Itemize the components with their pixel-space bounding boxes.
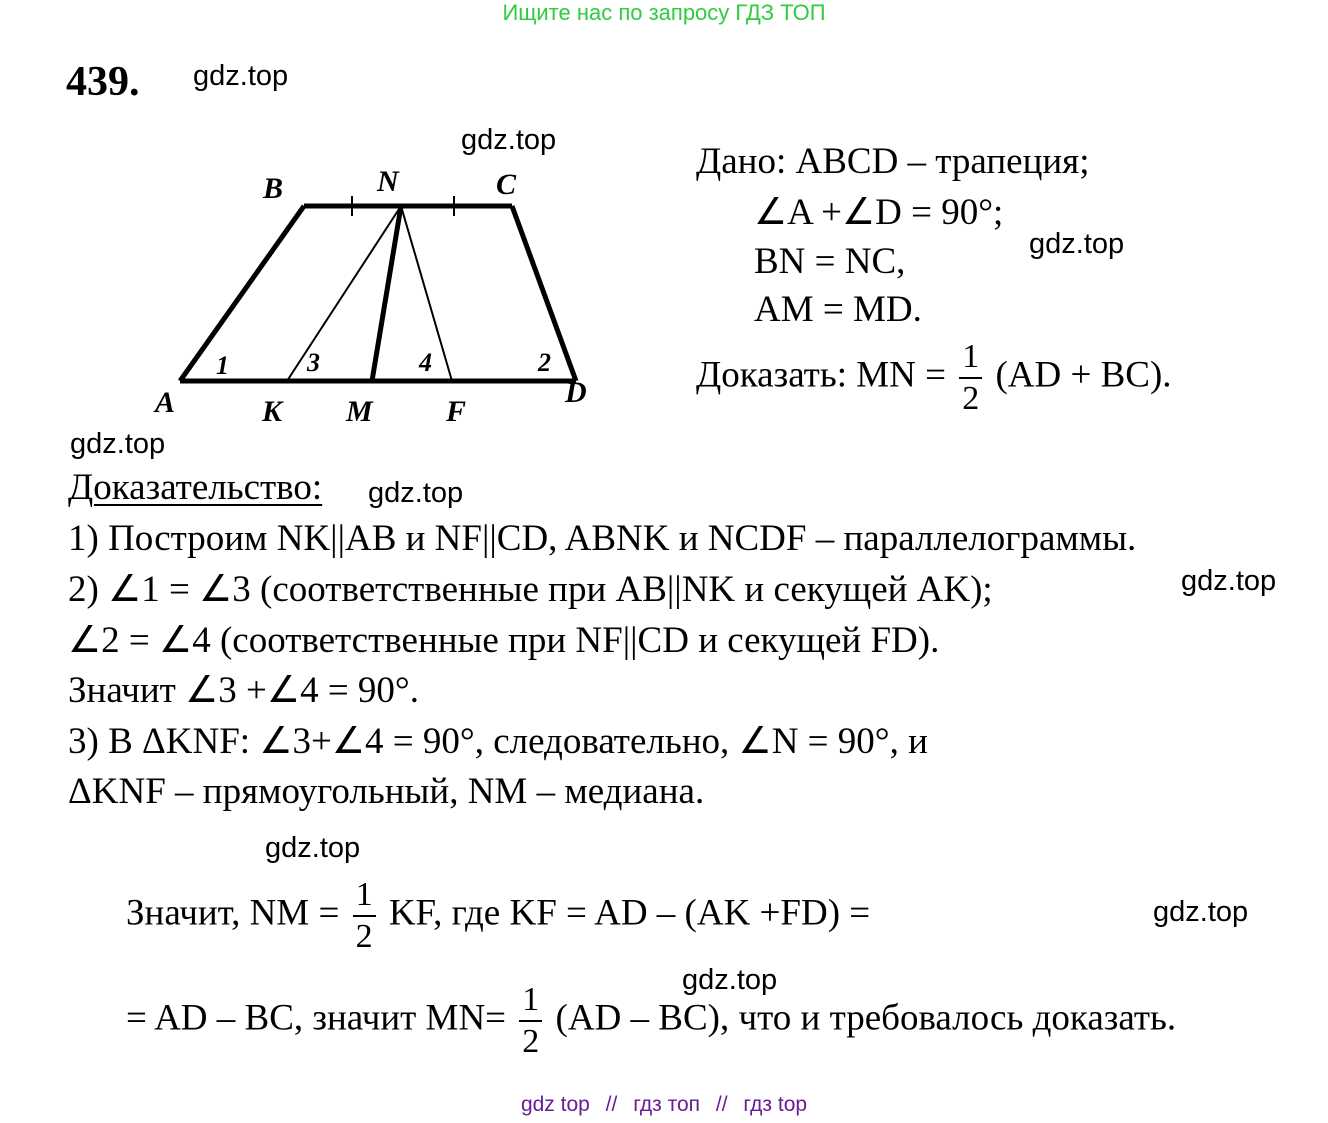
prove-suffix: (AD + BC). bbox=[995, 354, 1172, 396]
fraction-numerator: 1 bbox=[519, 983, 542, 1022]
watermark: gdz.top bbox=[682, 964, 778, 996]
proof-line-1: 1) Построим NK||AB и NF||CD, ABNK и NCDF – параллелограммы. bbox=[68, 518, 1137, 559]
prove-statement bbox=[696, 340, 1172, 416]
formula-2-suffix: (AD – BC), что и требовалось доказать. bbox=[555, 997, 1177, 1039]
fraction-denominator: 2 bbox=[355, 918, 373, 955]
watermark: gdz.top bbox=[70, 428, 166, 460]
angle-label-4: 4 bbox=[419, 348, 432, 377]
watermark: gdz.top bbox=[368, 477, 464, 509]
segment-nk bbox=[287, 206, 401, 381]
footer-separator: // bbox=[715, 1093, 728, 1116]
fraction-one-half bbox=[959, 340, 982, 416]
prove-prefix: Доказать: MN = bbox=[696, 354, 946, 396]
formula-1-suffix: KF, где KF = AD – (AK +FD) = bbox=[388, 892, 871, 934]
formula-2-prefix: = AD – BC, значит MN= bbox=[126, 997, 507, 1039]
proof-line-2: 2) ∠1 = ∠3 (соответственные при AB||NK и секущей AK); bbox=[68, 569, 993, 610]
watermark: gdz.top bbox=[461, 124, 557, 156]
given-line-4: AM = MD. bbox=[754, 289, 922, 330]
trapezoid-figure bbox=[0, 0, 660, 450]
given-line-3: BN = NC, bbox=[754, 241, 906, 282]
label-d: D bbox=[565, 376, 587, 409]
fraction-one-half bbox=[519, 983, 542, 1059]
proof-formula-1 bbox=[126, 878, 870, 954]
proof-formula-2 bbox=[126, 983, 1176, 1059]
label-n: N bbox=[377, 165, 399, 198]
fraction-one-half bbox=[353, 878, 376, 954]
median-nm bbox=[372, 206, 401, 381]
proof-line-6: ΔKNF – прямоугольный, NM – медиана. bbox=[68, 771, 705, 812]
given-line-2: ∠A +∠D = 90°; bbox=[754, 192, 1004, 233]
label-a: A bbox=[155, 386, 176, 419]
watermark: gdz.top bbox=[265, 832, 361, 864]
formula-1-prefix: Значит, NM = bbox=[126, 892, 340, 934]
label-f: F bbox=[446, 395, 467, 428]
footer-link-gdz-top[interactable]: gdz top bbox=[520, 1093, 590, 1116]
watermark: gdz.top bbox=[1029, 228, 1125, 260]
proof-line-4: Значит ∠3 +∠4 = 90°. bbox=[68, 670, 419, 711]
footer-separator: // bbox=[605, 1093, 618, 1116]
angle-label-3: 3 bbox=[307, 348, 320, 377]
angle-label-1: 1 bbox=[216, 351, 229, 380]
label-c: C bbox=[496, 168, 517, 201]
problem-number: 439. bbox=[66, 59, 140, 105]
fraction-numerator: 1 bbox=[959, 340, 982, 379]
watermark: gdz.top bbox=[193, 60, 289, 92]
watermark: gdz.top bbox=[1153, 896, 1249, 928]
proof-heading: Доказательство: bbox=[68, 467, 323, 508]
proof-line-3: ∠2 = ∠4 (соответственные при NF||CD и секущей FD). bbox=[68, 620, 940, 661]
fraction-denominator: 2 bbox=[962, 380, 980, 417]
fraction-numerator: 1 bbox=[353, 878, 376, 917]
label-m: M bbox=[346, 395, 373, 428]
label-b: B bbox=[263, 172, 284, 205]
footer-links bbox=[0, 1093, 1328, 1117]
watermark: gdz.top bbox=[1181, 565, 1277, 597]
footer-link-gdz-top-ru[interactable]: гдз топ bbox=[633, 1093, 701, 1116]
search-banner: Ищите нас по запросу ГДЗ ТОП bbox=[502, 0, 826, 25]
given-line-1: Дано: ABCD – трапеция; bbox=[696, 141, 1090, 182]
fraction-denominator: 2 bbox=[522, 1023, 540, 1060]
side-ab bbox=[180, 206, 304, 381]
label-k: K bbox=[262, 395, 283, 428]
proof-line-5: 3) В ΔKNF: ∠3+∠4 = 90°, следовательно, ∠N = 90°, и bbox=[68, 721, 928, 762]
angle-label-2: 2 bbox=[538, 348, 551, 377]
footer-link-gdz-top-mixed[interactable]: гдз top bbox=[743, 1093, 808, 1116]
